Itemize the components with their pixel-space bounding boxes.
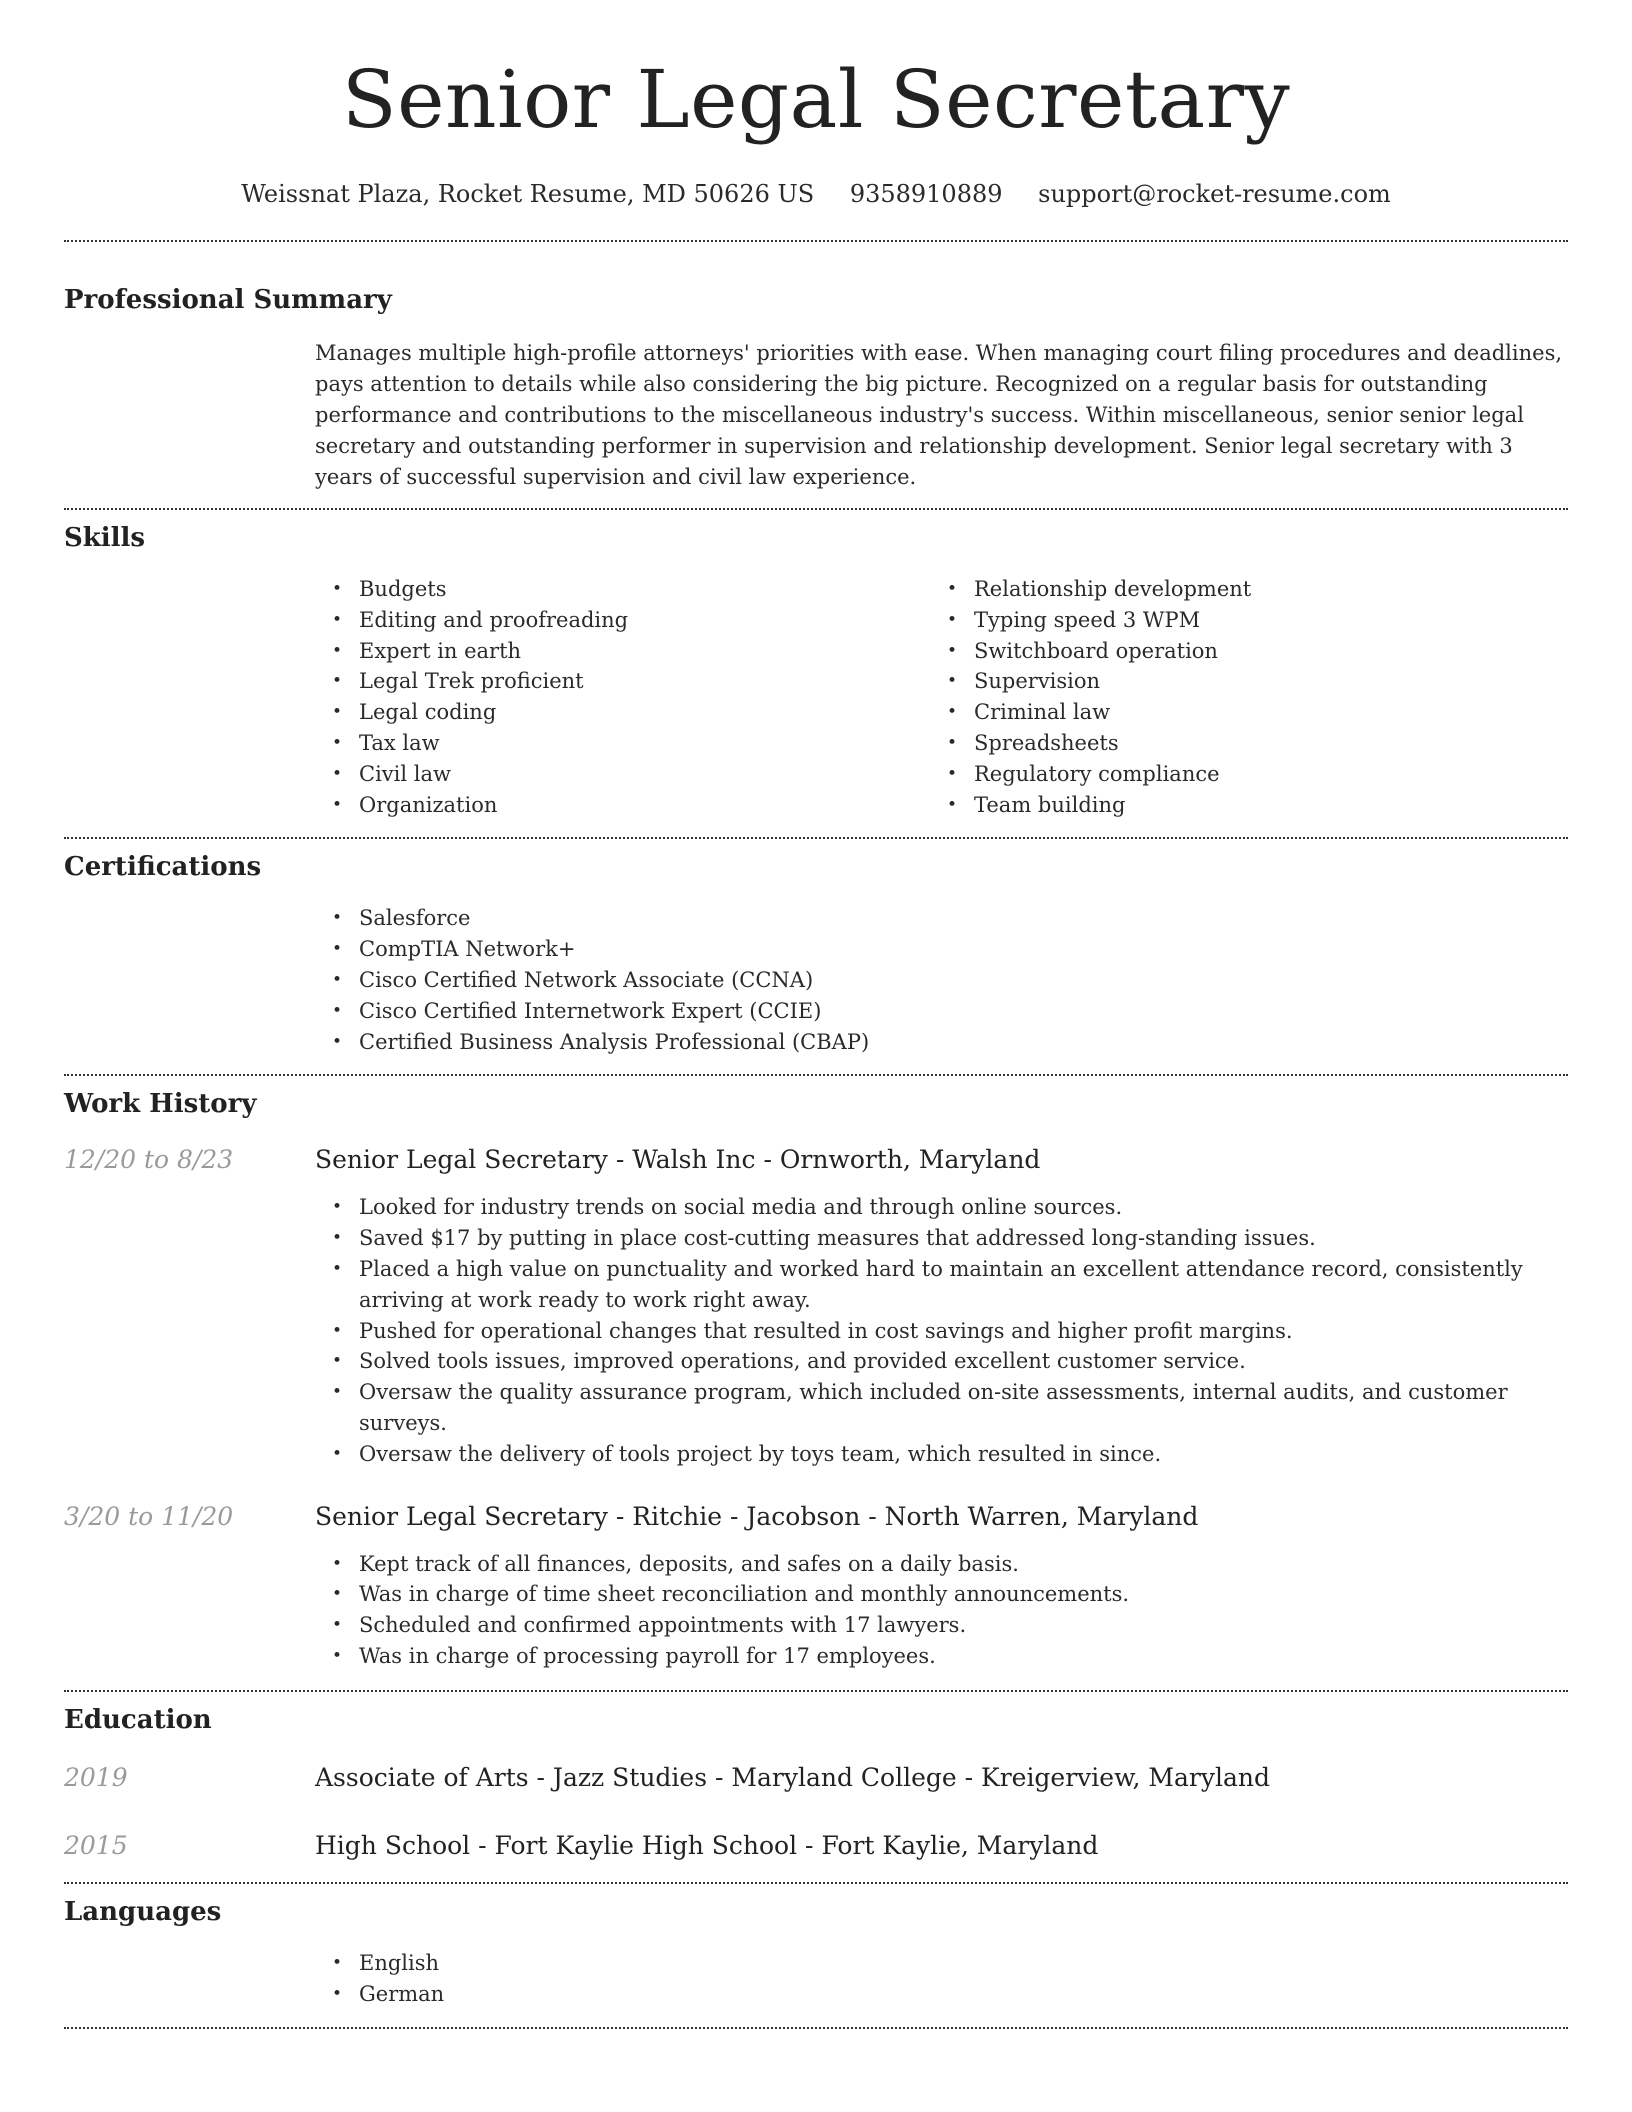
skill-item: • Criminal law	[974, 697, 1545, 728]
resume-name-title: Senior Legal Secretary	[341, 53, 1291, 146]
job-entry	[64, 1144, 1568, 1176]
section-title: Certifications	[64, 852, 262, 883]
skill-item: • Expert in earth	[359, 636, 930, 667]
job-entry	[64, 1501, 1568, 1533]
certification-item: • Cisco Certified Network Associate (CCNA)	[359, 965, 1568, 996]
job-bullet: • Placed a high value on punctuality and worked hard to maintain an excellent attendance record, consistently arriving at work ready to work right away.	[359, 1254, 1568, 1316]
job-dates: 12/20 to 8/23	[64, 1145, 234, 1175]
divider	[64, 2027, 1568, 2029]
certifications-list	[315, 903, 1568, 1057]
certification-item: • Salesforce	[359, 903, 1568, 934]
job-bullet: • Kept track of all finances, deposits, and safes on a daily basis.	[359, 1549, 1568, 1580]
section-title: Education	[64, 1704, 212, 1735]
skill-item: • Tax law	[359, 728, 930, 759]
section-certifications	[64, 839, 1568, 1057]
job-bullet: • Looked for industry trends on social media and through online sources.	[359, 1192, 1568, 1223]
language-item: • English	[359, 1948, 1568, 1979]
skill-item: • Supervision	[974, 666, 1545, 697]
job-bullet: • Pushed for operational changes that resulted in cost savings and higher profit margins.	[359, 1316, 1568, 1347]
language-item: • German	[359, 1979, 1568, 2010]
skill-item: • Civil law	[359, 759, 930, 790]
skill-item: • Regulatory compliance	[974, 759, 1545, 790]
skill-item: • Legal coding	[359, 697, 930, 728]
education-entry	[64, 1830, 1568, 1862]
summary-text: Manages multiple high-profile attorneys' priorities with ease. When managing court filing procedures and deadlines, pays attention to details while also considering the big picture. Recognized on a regular basis for outstanding performance and contributions to the miscellaneous industry's success. Within miscellaneous, senior senior legal secretary and outstanding performer in supervision and relationship development. Senior legal secretary with 3 years of successful supervision and civil law experience.	[315, 341, 1563, 489]
section-title: Work History	[64, 1089, 257, 1120]
job-bullet: • Oversaw the delivery of tools project by toys team, which resulted in since.	[359, 1439, 1568, 1470]
job-dates: 3/20 to 11/20	[64, 1501, 234, 1531]
job-bullet: • Was in charge of time sheet reconciliation and monthly announcements.	[359, 1579, 1568, 1610]
job-bullet: • Oversaw the quality assurance program, which included on-site assessments, internal audits, and customer surveys.	[359, 1377, 1568, 1439]
skill-item: • Switchboard operation	[974, 636, 1545, 667]
section-education	[64, 1692, 1568, 1862]
section-professional-summary	[64, 242, 1568, 493]
contact-line	[64, 178, 1568, 210]
section-languages	[64, 1884, 1568, 2010]
education-text: High School - Fort Kaylie High School - Fort Kaylie, Maryland	[315, 1830, 1099, 1860]
certification-item: • Cisco Certified Internetwork Expert (CCIE)	[359, 996, 1568, 1027]
job-bullet: • Saved $17 by putting in place cost-cutting measures that addressed long-standing issues.	[359, 1223, 1568, 1254]
certification-item: • CompTIA Network+	[359, 934, 1568, 965]
education-year: 2015	[64, 1830, 128, 1860]
section-skills	[64, 510, 1568, 820]
job-bullet: • Scheduled and confirmed appointments with 17 lawyers.	[359, 1610, 1568, 1641]
skills-list-right	[930, 574, 1545, 820]
section-work-history	[64, 1076, 1568, 1671]
section-title: Professional Summary	[64, 285, 392, 315]
job-bullets	[315, 1192, 1568, 1469]
languages-list	[315, 1948, 1568, 2010]
section-title: Skills	[64, 523, 146, 553]
skills-list-left	[315, 574, 930, 820]
education-text: Associate of Arts - Jazz Studies - Maryland College - Kreigerview, Maryland	[315, 1762, 1271, 1792]
skill-item: • Budgets	[359, 574, 930, 605]
skill-item: • Team building	[974, 790, 1545, 821]
education-entry	[64, 1762, 1568, 1794]
job-title: Senior Legal Secretary - Walsh Inc - Ornworth, Maryland	[315, 1145, 1041, 1175]
skill-item: • Legal Trek proficient	[359, 666, 930, 697]
contact-email: support@rocket-resume.com	[1038, 180, 1391, 208]
skill-item: • Relationship development	[974, 574, 1545, 605]
skill-item: • Typing speed 3 WPM	[974, 605, 1545, 636]
education-year: 2019	[64, 1762, 128, 1792]
contact-address: Weissnat Plaza, Rocket Resume, MD 50626 US	[241, 180, 815, 208]
contact-phone: 9358910889	[849, 180, 1003, 208]
skill-item: • Organization	[359, 790, 930, 821]
job-bullet: • Solved tools issues, improved operations, and provided excellent customer service.	[359, 1346, 1568, 1377]
section-title: Languages	[64, 1896, 222, 1927]
certification-item: • Certified Business Analysis Professional (CBAP)	[359, 1027, 1568, 1058]
skill-item: • Spreadsheets	[974, 728, 1545, 759]
job-title: Senior Legal Secretary - Ritchie - Jacobson - North Warren, Maryland	[315, 1501, 1199, 1531]
job-bullet: • Was in charge of processing payroll for 17 employees.	[359, 1641, 1568, 1672]
job-bullets	[315, 1549, 1568, 1672]
skill-item: • Editing and proofreading	[359, 605, 930, 636]
